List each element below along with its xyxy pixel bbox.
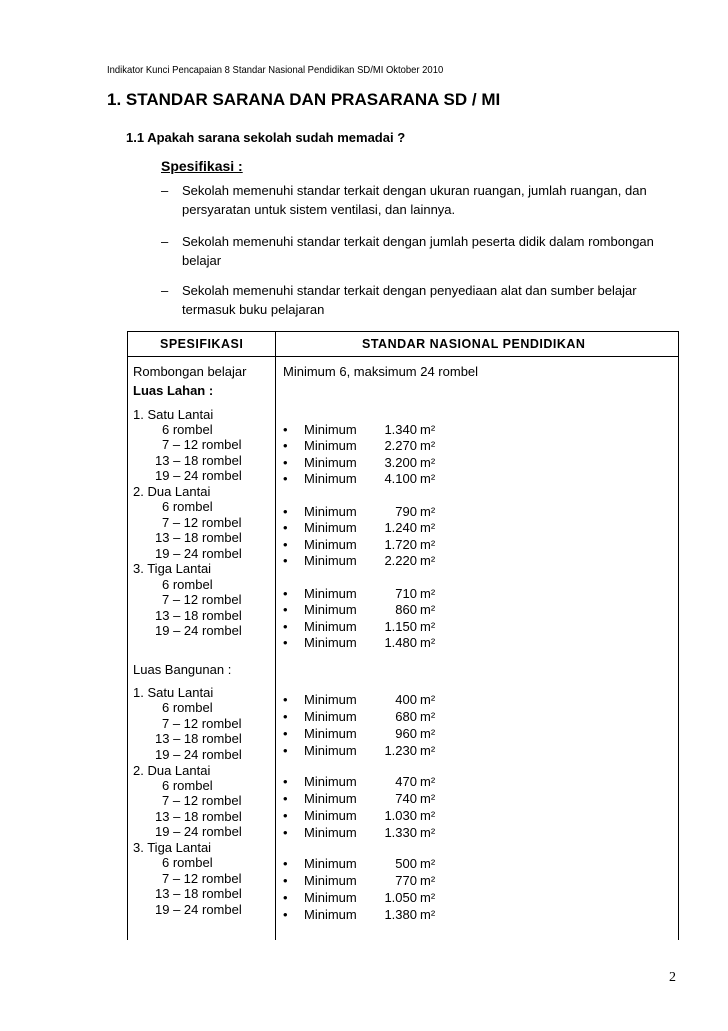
- rombel-range: 6 rombel: [162, 855, 213, 870]
- bullet-icon: •: [283, 455, 288, 470]
- table-header-border: [127, 356, 679, 357]
- bullet-icon: •: [283, 873, 288, 888]
- rombongan-value: Minimum 6, maksimum 24 rombel: [283, 364, 479, 379]
- floor-group-label: 3. Tiga Lantai: [133, 561, 212, 576]
- area-unit: m²: [420, 586, 436, 601]
- area-unit: m²: [420, 455, 436, 470]
- bullet-2-line-1: Sekolah memenuhi standar terkait dengan jumlah peserta didik dalam rombongan: [182, 234, 654, 249]
- area-value: 860: [395, 602, 417, 617]
- area-value: 1.240: [384, 520, 417, 535]
- area-value: 2.220: [384, 553, 417, 568]
- dash-marker: –: [161, 234, 169, 249]
- table-top-border: [127, 331, 679, 332]
- luas-bangunan-label: Luas Bangunan :: [133, 662, 232, 677]
- rombel-range: 19 – 24 rombel: [155, 747, 242, 762]
- area-unit: m²: [420, 602, 436, 617]
- running-header: Indikator Kunci Pencapaian 8 Standar Nasional Pendidikan SD/MI Oktober 2010: [107, 64, 444, 76]
- bullet-icon: •: [283, 586, 288, 601]
- minimum-label: Minimum: [304, 455, 357, 470]
- minimum-label: Minimum: [304, 504, 357, 519]
- floor-group-label: 2. Dua Lantai: [133, 763, 211, 778]
- minimum-label: Minimum: [304, 635, 357, 650]
- area-value: 790: [395, 504, 417, 519]
- bullet-1-line-2: persyaratan untuk sistem ventilasi, dan lainnya.: [182, 202, 456, 217]
- area-value: 1.030: [384, 808, 417, 823]
- rombel-range: 13 – 18 rombel: [155, 809, 242, 824]
- rombel-range: 6 rombel: [162, 499, 213, 514]
- bullet-icon: •: [283, 743, 288, 758]
- area-value: 2.270: [384, 438, 417, 453]
- rombel-range: 6 rombel: [162, 422, 213, 437]
- minimum-label: Minimum: [304, 471, 357, 486]
- area-unit: m²: [420, 520, 436, 535]
- minimum-label: Minimum: [304, 774, 357, 789]
- minimum-label: Minimum: [304, 692, 357, 707]
- area-unit: m²: [420, 890, 436, 905]
- bullet-icon: •: [283, 825, 288, 840]
- area-value: 1.150: [384, 619, 417, 634]
- rombel-range: 13 – 18 rombel: [155, 608, 242, 623]
- area-value: 400: [395, 692, 417, 707]
- bullet-3-line-1: Sekolah memenuhi standar terkait dengan penyediaan alat dan sumber belajar: [182, 283, 637, 298]
- area-unit: m²: [420, 856, 436, 871]
- bullet-2-line-2: belajar: [182, 253, 222, 268]
- rombel-range: 19 – 24 rombel: [155, 546, 242, 561]
- minimum-label: Minimum: [304, 907, 357, 922]
- area-value: 1.050: [384, 890, 417, 905]
- area-value: 680: [395, 709, 417, 724]
- floor-group-label: 3. Tiga Lantai: [133, 840, 212, 855]
- floor-group-label: 2. Dua Lantai: [133, 484, 211, 499]
- bullet-icon: •: [283, 890, 288, 905]
- subsection-title: 1.1 Apakah sarana sekolah sudah memadai ?: [126, 130, 406, 145]
- area-unit: m²: [420, 709, 436, 724]
- rombel-range: 6 rombel: [162, 700, 213, 715]
- bullet-icon: •: [283, 422, 288, 437]
- area-value: 1.340: [384, 422, 417, 437]
- area-unit: m²: [420, 635, 436, 650]
- bullet-icon: •: [283, 774, 288, 789]
- rombel-range: 19 – 24 rombel: [155, 902, 242, 917]
- area-unit: m²: [420, 743, 436, 758]
- table-left-border: [127, 331, 128, 940]
- minimum-label: Minimum: [304, 825, 357, 840]
- bullet-icon: •: [283, 808, 288, 823]
- minimum-label: Minimum: [304, 537, 357, 552]
- bullet-icon: •: [283, 692, 288, 707]
- luas-lahan-label: Luas Lahan :: [133, 383, 214, 398]
- rombongan-label: Rombongan belajar: [133, 364, 247, 379]
- minimum-label: Minimum: [304, 586, 357, 601]
- area-value: 960: [395, 726, 417, 741]
- area-value: 740: [395, 791, 417, 806]
- bullet-icon: •: [283, 553, 288, 568]
- area-unit: m²: [420, 619, 436, 634]
- area-unit: m²: [420, 825, 436, 840]
- area-value: 3.200: [384, 455, 417, 470]
- rombel-range: 19 – 24 rombel: [155, 824, 242, 839]
- table-right-border: [678, 331, 679, 940]
- area-unit: m²: [420, 791, 436, 806]
- area-value: 770: [395, 873, 417, 888]
- bullet-icon: •: [283, 602, 288, 617]
- area-value: 4.100: [384, 471, 417, 486]
- floor-group-label: 1. Satu Lantai: [133, 407, 214, 422]
- table-column-divider: [275, 331, 276, 940]
- area-unit: m²: [420, 774, 436, 789]
- bullet-icon: •: [283, 619, 288, 634]
- bullet-icon: •: [283, 438, 288, 453]
- area-unit: m²: [420, 808, 436, 823]
- minimum-label: Minimum: [304, 438, 357, 453]
- minimum-label: Minimum: [304, 808, 357, 823]
- area-unit: m²: [420, 726, 436, 741]
- rombel-range: 7 – 12 rombel: [162, 515, 242, 530]
- area-unit: m²: [420, 873, 436, 888]
- minimum-label: Minimum: [304, 422, 357, 437]
- rombel-range: 19 – 24 rombel: [155, 623, 242, 638]
- minimum-label: Minimum: [304, 743, 357, 758]
- bullet-icon: •: [283, 537, 288, 552]
- area-value: 1.480: [384, 635, 417, 650]
- minimum-label: Minimum: [304, 619, 357, 634]
- area-unit: m²: [420, 438, 436, 453]
- section-title: 1. STANDAR SARANA DAN PRASARANA SD / MI: [107, 90, 501, 109]
- minimum-label: Minimum: [304, 520, 357, 535]
- dash-marker: –: [161, 283, 169, 298]
- minimum-label: Minimum: [304, 873, 357, 888]
- area-unit: m²: [420, 504, 436, 519]
- minimum-label: Minimum: [304, 602, 357, 617]
- area-value: 1.330: [384, 825, 417, 840]
- area-value: 710: [395, 586, 417, 601]
- rombel-range: 19 – 24 rombel: [155, 468, 242, 483]
- minimum-label: Minimum: [304, 553, 357, 568]
- minimum-label: Minimum: [304, 856, 357, 871]
- floor-group-label: 1. Satu Lantai: [133, 685, 214, 700]
- spec-heading: Spesifikasi :: [161, 158, 243, 174]
- area-value: 1.720: [384, 537, 417, 552]
- area-unit: m²: [420, 537, 436, 552]
- dash-marker: –: [161, 183, 169, 198]
- bullet-icon: •: [283, 520, 288, 535]
- rombel-range: 7 – 12 rombel: [162, 716, 242, 731]
- area-value: 500: [395, 856, 417, 871]
- rombel-range: 6 rombel: [162, 577, 213, 592]
- bullet-icon: •: [283, 791, 288, 806]
- area-value: 1.230: [384, 743, 417, 758]
- rombel-range: 7 – 12 rombel: [162, 793, 242, 808]
- area-unit: m²: [420, 553, 436, 568]
- minimum-label: Minimum: [304, 791, 357, 806]
- rombel-range: 7 – 12 rombel: [162, 871, 242, 886]
- minimum-label: Minimum: [304, 726, 357, 741]
- bullet-icon: •: [283, 635, 288, 650]
- bullet-icon: •: [283, 709, 288, 724]
- bullet-icon: •: [283, 907, 288, 922]
- bullet-icon: •: [283, 471, 288, 486]
- rombel-range: 13 – 18 rombel: [155, 731, 242, 746]
- minimum-label: Minimum: [304, 709, 357, 724]
- bullet-icon: •: [283, 504, 288, 519]
- area-unit: m²: [420, 692, 436, 707]
- page-number: 2: [669, 970, 676, 985]
- column-header-spesifikasi: SPESIFIKASI: [160, 337, 244, 351]
- bullet-3-line-2: termasuk buku pelajaran: [182, 302, 325, 317]
- area-value: 470: [395, 774, 417, 789]
- bullet-icon: •: [283, 726, 288, 741]
- rombel-range: 13 – 18 rombel: [155, 886, 242, 901]
- rombel-range: 7 – 12 rombel: [162, 592, 242, 607]
- area-value: 1.380: [384, 907, 417, 922]
- rombel-range: 13 – 18 rombel: [155, 453, 242, 468]
- minimum-label: Minimum: [304, 890, 357, 905]
- column-header-standar: STANDAR NASIONAL PENDIDIKAN: [362, 337, 586, 351]
- bullet-icon: •: [283, 856, 288, 871]
- rombel-range: 6 rombel: [162, 778, 213, 793]
- rombel-range: 7 – 12 rombel: [162, 437, 242, 452]
- area-unit: m²: [420, 907, 436, 922]
- area-unit: m²: [420, 422, 436, 437]
- bullet-1-line-1: Sekolah memenuhi standar terkait dengan ukuran ruangan, jumlah ruangan, dan: [182, 183, 647, 198]
- area-unit: m²: [420, 471, 436, 486]
- rombel-range: 13 – 18 rombel: [155, 530, 242, 545]
